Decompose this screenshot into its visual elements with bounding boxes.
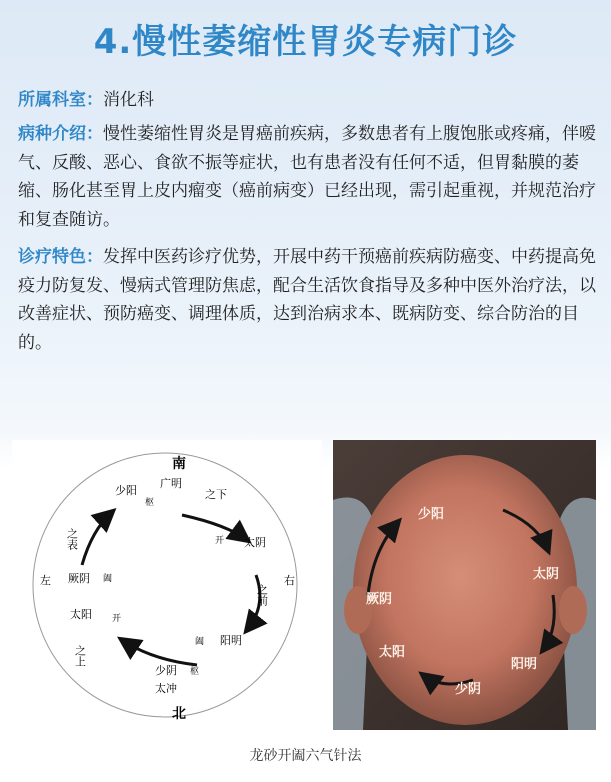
introduction-text: 慢性萎缩性胃炎是胃癌前疾病，多数患者有上腹饱胀或疼痛，伴嗳气、反酸、恶心、食欲不振等症状，也有患者没有任何不适，但胃黏膜的萎缩、肠化甚至胃上皮内瘤变（癌前病变）已经出现，需引起重视，并规范治疗和复查随访。 — [18, 124, 596, 230]
scalp-photo — [333, 440, 596, 730]
introduction-paragraph — [18, 120, 598, 234]
features-text: 发挥中医药诊疗优势，开展中药干预癌前疾病防癌变、中药提高免疫力防复发、慢病式管理防焦虑，配合生活饮食指导及多种中医外治疗法，以改善症状、预防癌变、调理体质，达到治病求本、既病防变、综合防治的目的。 — [18, 247, 596, 353]
guangming-label: 广明 — [160, 477, 182, 490]
taichong-label: 太冲 — [155, 682, 177, 695]
kai-left-label: 开 — [112, 614, 122, 624]
kai-right-label: 开 — [215, 536, 225, 546]
jueyin-label: 厥阴 — [68, 572, 90, 585]
shaoyin-label: 少阴 — [155, 664, 177, 677]
shu-bottom-label: 枢 — [190, 667, 200, 677]
south-label: 南 — [172, 456, 186, 472]
features-label: 诊疗特色： — [18, 247, 103, 267]
shaoyang-top-label: 少阳 — [115, 484, 137, 497]
photo-shaoyang: 少阳 — [418, 507, 445, 522]
taiyin-label: 太阴 — [244, 536, 266, 549]
six-qi-circle-svg — [12, 440, 322, 735]
photo-taiyin: 太阴 — [533, 567, 560, 582]
department-label: 所属科室： — [18, 90, 103, 110]
photo-taiyang: 太阳 — [379, 645, 406, 660]
ear-right — [559, 586, 587, 634]
right-label: 右 — [284, 574, 295, 587]
department-line — [18, 86, 598, 115]
introduction-label: 病种介绍： — [18, 124, 103, 144]
scalp-photo-svg — [333, 440, 596, 730]
taiyang-label: 太阳 — [70, 608, 92, 621]
arrow-bottom — [122, 640, 197, 665]
zhi-qian-label: 之前 — [255, 584, 269, 606]
left-label: 左 — [40, 574, 51, 587]
he-bottom-label: 阖 — [195, 637, 205, 647]
features-paragraph — [18, 243, 598, 357]
zhi-xia-label: 之下 — [205, 488, 227, 501]
photo-jueyin: 厥阴 — [366, 592, 393, 607]
he-left-label: 阖 — [103, 574, 113, 584]
page-title: 4.慢性萎缩性胃炎专病门诊 — [93, 22, 518, 62]
arrow-left — [82, 512, 112, 565]
figure-caption: 龙砂开阖六气针法 — [249, 748, 362, 764]
zhi-shang-label: 之上 — [73, 645, 87, 667]
six-qi-circle-diagram — [12, 440, 322, 735]
photo-yangming: 阳明 — [511, 657, 538, 672]
zhi-biao-label: 之表 — [65, 528, 79, 550]
yangming-label: 阳明 — [220, 634, 242, 647]
north-label: 北 — [172, 706, 186, 722]
shu-top-label: 枢 — [145, 498, 155, 508]
department-value: 消化科 — [103, 90, 154, 110]
photo-shaoyin: 少阴 — [455, 682, 482, 697]
